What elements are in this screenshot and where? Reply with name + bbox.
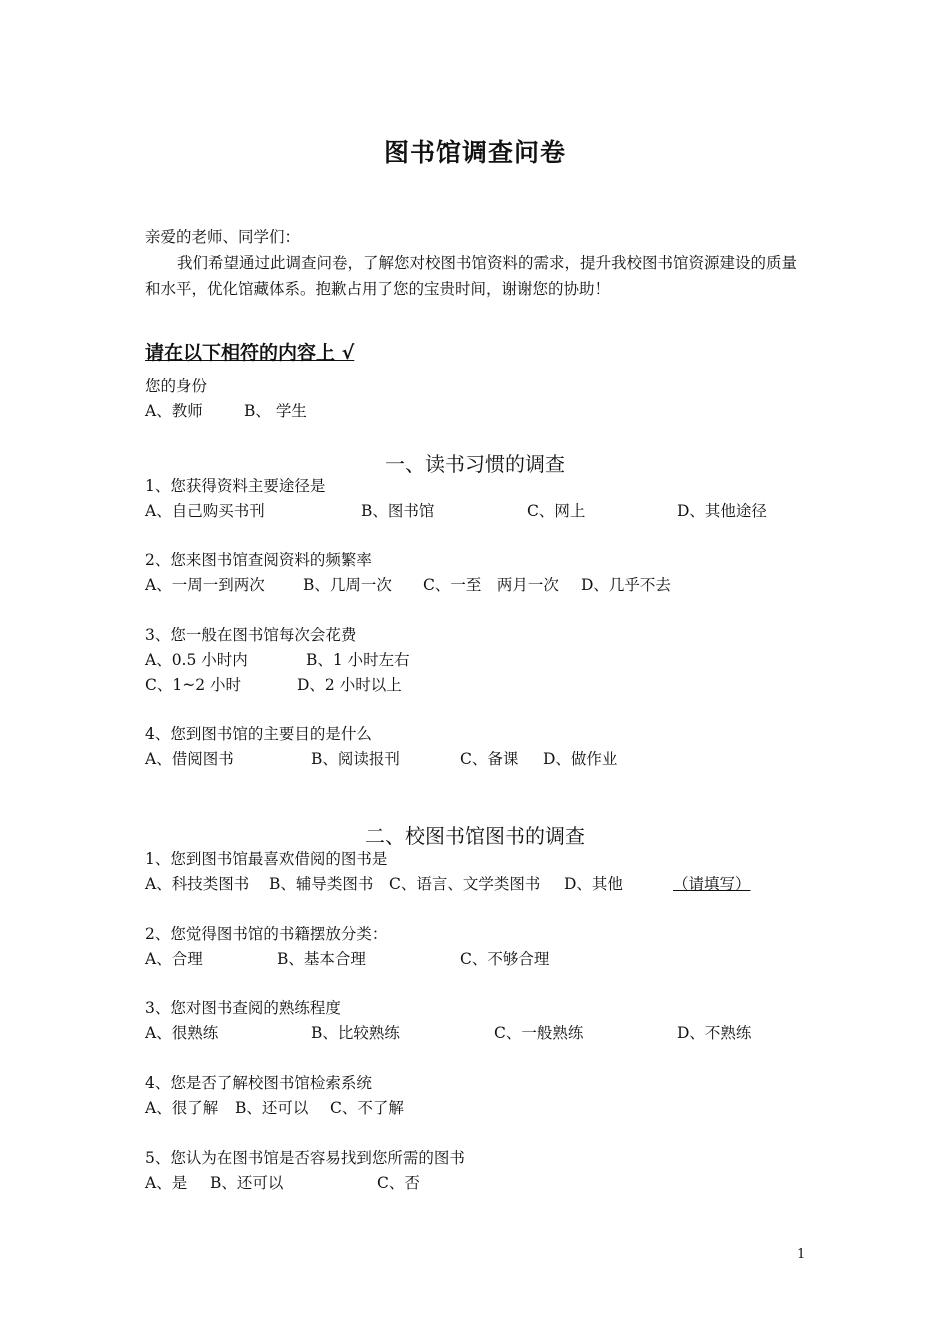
- s2-q1-fill-blank[interactable]: [627, 871, 751, 897]
- s2-q5: 5、您认为在图书馆是否容易找到您所需的图书: [145, 1149, 465, 1167]
- s2-q5-option-b[interactable]: B、还可以: [210, 1174, 284, 1192]
- s2-q4-option-a[interactable]: A、很了解: [145, 1099, 219, 1117]
- s2-q3: 3、您对图书查阅的熟练程度: [145, 999, 341, 1017]
- s1-q2-option-c[interactable]: C、一至 两月一次: [423, 576, 559, 594]
- s1-q4-option-a[interactable]: A、借阅图书: [145, 750, 234, 768]
- s1-q4-option-d[interactable]: D、做作业: [543, 750, 618, 768]
- s2-q1-option-d[interactable]: D、其他: [564, 875, 623, 893]
- s2-q5-option-c[interactable]: C、否: [377, 1174, 420, 1192]
- s1-q1-option-a[interactable]: A、自己购买书刊: [145, 502, 265, 520]
- s1-q3-option-a[interactable]: A、0.5 小时内: [145, 651, 248, 669]
- s1-q1-option-d[interactable]: D、其他途径: [677, 502, 767, 520]
- s2-q2-option-c[interactable]: C、不够合理: [460, 950, 550, 968]
- s1-q2-option-a[interactable]: A、一周一到两次: [145, 576, 265, 594]
- s2-q1-option-c[interactable]: C、语言、文学类图书: [389, 875, 541, 893]
- s2-q3-option-a[interactable]: A、很熟练: [145, 1024, 219, 1042]
- greeting: 亲爱的老师、同学们：: [145, 228, 301, 246]
- s2-q5-option-a[interactable]: A、是: [145, 1174, 188, 1192]
- instruction-line: 请在以下相符的内容上 √: [145, 342, 355, 364]
- s2-q2-option-b[interactable]: B、基本合理: [277, 950, 366, 968]
- s1-q4-option-b[interactable]: B、阅读报刊: [311, 750, 400, 768]
- s1-q3-option-b[interactable]: B、1 小时左右: [306, 651, 410, 669]
- s2-q3-option-d[interactable]: D、不熟练: [677, 1024, 752, 1042]
- page-number: 1: [797, 1247, 806, 1262]
- s1-q2-option-b[interactable]: B、几周一次: [303, 576, 392, 594]
- section2-heading: 二、校图书馆图书的调查: [365, 824, 585, 848]
- s2-q3-option-b[interactable]: B、比较熟练: [311, 1024, 400, 1042]
- page-title: 图书馆调查问卷: [383, 138, 566, 167]
- s2-q2-option-a[interactable]: A、合理: [145, 950, 203, 968]
- identity-option-b[interactable]: B、 学生: [244, 402, 307, 420]
- s2-q1-option-b[interactable]: B、辅导类图书: [269, 875, 374, 893]
- s2-q1-fill-hint: （请填写）: [673, 875, 751, 893]
- s1-q4: 4、您到图书馆的主要目的是什么: [145, 725, 372, 743]
- s1-q4-option-c[interactable]: C、备课: [460, 750, 519, 768]
- s1-q3-option-c[interactable]: C、1~2 小时: [145, 676, 241, 694]
- s2-q4-option-b[interactable]: B、还可以: [235, 1099, 309, 1117]
- s2-q1: 1、您到图书馆最喜欢借阅的图书是: [145, 850, 388, 868]
- identity-question: 您的身份: [145, 377, 208, 395]
- s2-q4-option-c[interactable]: C、不了解: [330, 1099, 404, 1117]
- s2-q4: 4、您是否了解校图书馆检索系统: [145, 1074, 372, 1092]
- s1-q1: 1、您获得资料主要途径是: [145, 477, 326, 495]
- s1-q2: 2、您来图书馆查阅资料的频繁率: [145, 551, 372, 569]
- s1-q1-option-b[interactable]: B、图书馆: [361, 502, 435, 520]
- s2-q1-option-a[interactable]: A、科技类图书: [145, 875, 250, 893]
- s2-q2: 2、您觉得图书馆的书籍摆放分类：: [145, 925, 388, 943]
- s1-q3-option-d[interactable]: D、2 小时以上: [297, 676, 402, 694]
- s1-q3: 3、您一般在图书馆每次会花费: [145, 626, 357, 644]
- intro-paragraph: 我们希望通过此调查问卷，了解您对校图书馆资料的需求，提升我校图书馆资源建设的质量和水平，优化馆藏体系。抱歉占用了您的宝贵时间，谢谢您的协助！: [145, 254, 798, 298]
- identity-option-a[interactable]: A、教师: [145, 402, 203, 420]
- s2-q3-option-c[interactable]: C、一般熟练: [494, 1024, 584, 1042]
- section1-heading: 一、读书习惯的调查: [385, 452, 565, 476]
- s1-q1-option-c[interactable]: C、网上: [527, 502, 586, 520]
- s1-q2-option-d[interactable]: D、几乎不去: [581, 576, 671, 594]
